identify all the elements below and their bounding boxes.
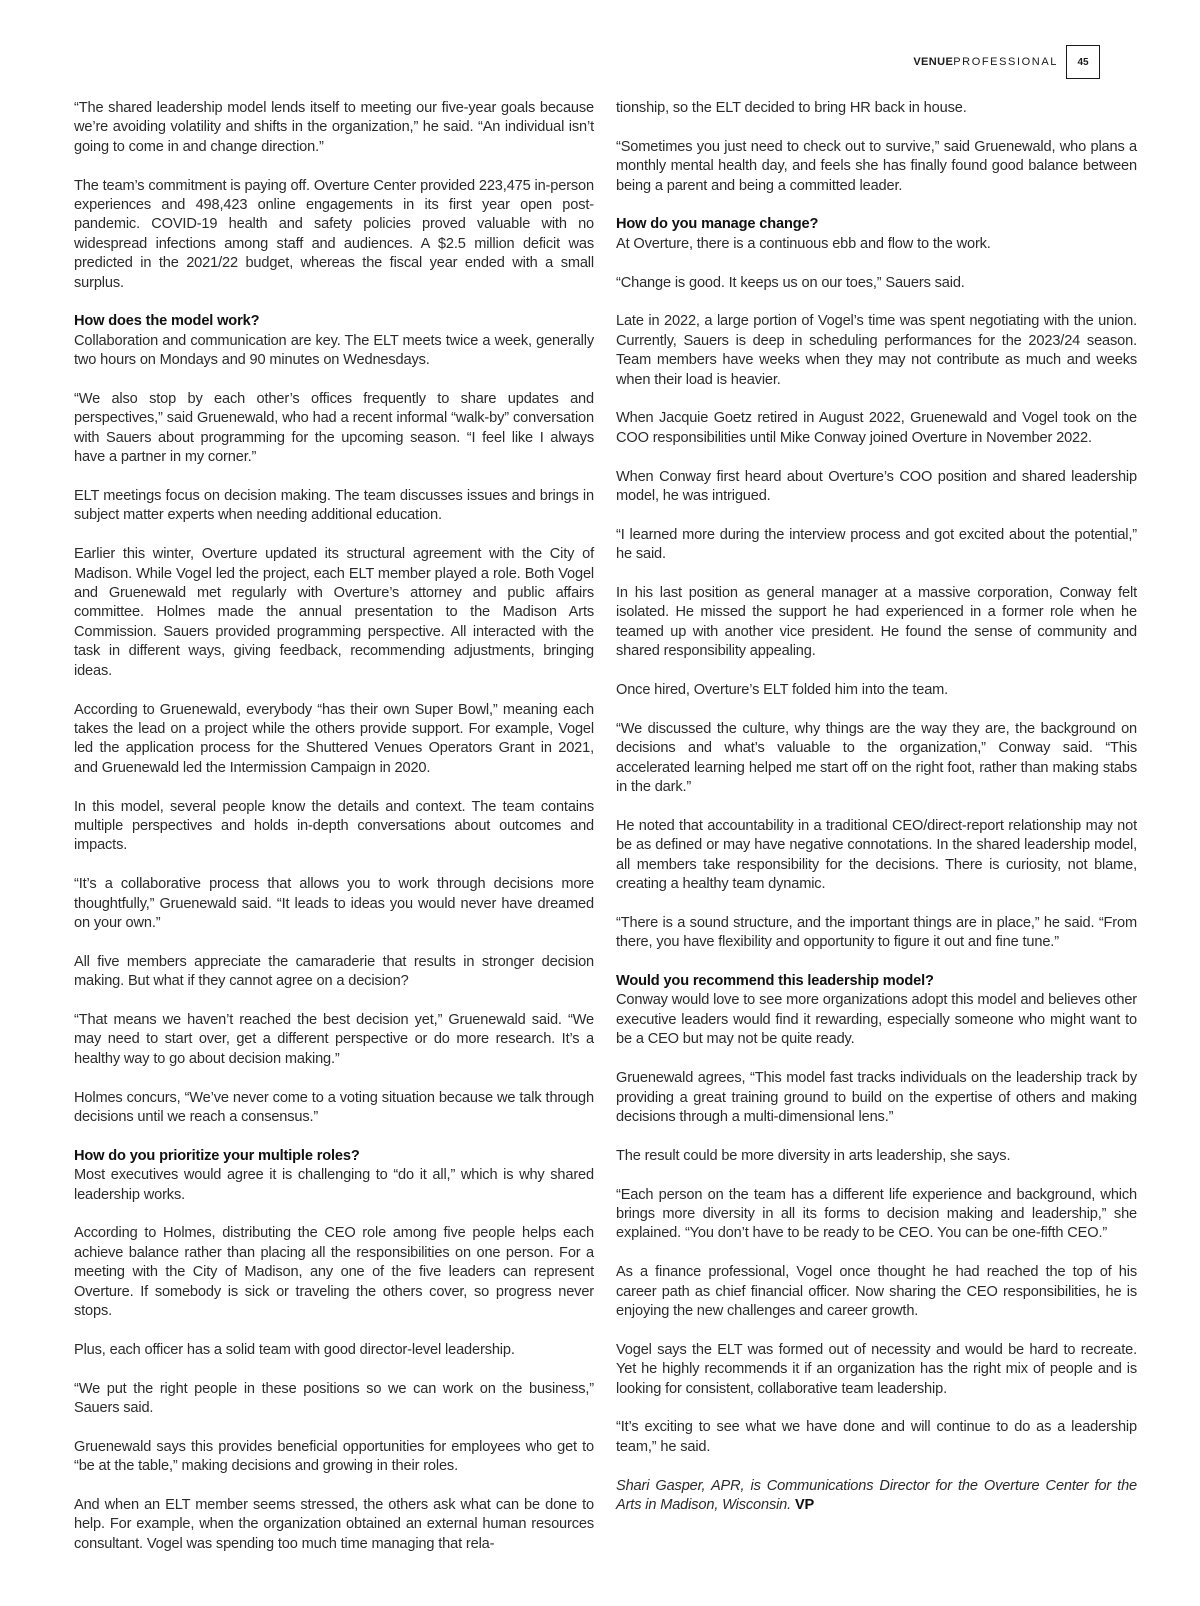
end-mark: VP (794, 1496, 815, 1513)
paragraph: As a finance professional, Vogel once thought he had reached the top of his career path as chief financial officer. Now sharing the CEO responsibilities, he is enjoying the new challenges and career growth. (616, 1264, 1137, 1319)
paragraph: “We put the right people in these positions so we can work on the business,” Sauers said. (74, 1380, 594, 1416)
paragraph: ELT meetings focus on decision making. The team discusses issues and brings in subject matter experts when needing additional education. (74, 488, 594, 524)
paragraph: tionship, so the ELT decided to bring HR back in house. (616, 100, 967, 116)
paragraph: Collaboration and communication are key. The ELT meets twice a week, generally two hours on Mondays and 90 minutes on Wednesdays. (74, 332, 594, 369)
section-heading: How do you prioritize your multiple roles? (74, 1147, 360, 1164)
paragraph: “It’s a collaborative process that allows you to work through decisions more thoughtfully,” Gruenewald said. “It leads to ideas you would never have dreamed on your own.” (74, 876, 594, 931)
paragraph: According to Gruenewald, everybody “has their own Super Bowl,” meaning each takes the lead on a project while the others provide support. For example, Vogel led the application process for the Shuttered Venues Operators Grant in 2021, and Gruenewald led the Intermission Campaign in 2020. (74, 701, 594, 776)
paragraph: Plus, each officer has a solid team with good director-level leadership. (74, 1341, 515, 1358)
page-header (913, 44, 1100, 80)
paragraph: Conway would love to see more organizations adopt this model and believes other executive leaders would find it rewarding, especially someone who might want to be a CEO but may not be quite ready. (616, 992, 1137, 1048)
paragraph: In his last position as general manager at a massive corporation, Conway felt isolated. He missed the support he had experienced in a former role when he teamed up with another vice president. He found the sense of community and shared responsibility appealing. (616, 585, 1137, 660)
paragraph: “Change is good. It keeps us on our toes,” Sauers said. (616, 274, 965, 291)
brand-bold: VENUE (913, 56, 954, 68)
paragraph: He noted that accountability in a traditional CEO/direct-report relationship may not be as defined or may have negative connotations. In the shared leadership model, all members take responsibility for the decisions. There is curiosity, not blame, creating a healthy team dynamic. (616, 817, 1137, 893)
paragraph: “I learned more during the interview process and got excited about the potential,” he said. (616, 526, 1137, 563)
paragraph: In this model, several people know the details and context. The team contains multiple perspectives and holds in-depth conversations about outcomes and impacts. (74, 798, 594, 854)
paragraph: Late in 2022, a large portion of Vogel’s time was spent negotiating with the union. Currently, Sauers is deep in scheduling performances for the 2023/24 season. Team members have weeks when they may not contribute as much and weeks when their load is heavier. (616, 313, 1137, 388)
paragraph: The result could be more diversity in arts leadership, she says. (616, 1147, 1011, 1164)
paragraph: “We also stop by each other’s offices frequently to share updates and perspectives,” said Gruenewald, who had a recent informal “walk-by” conversation with Sauers about programming for the upcoming season. “I feel like I always have a partner in my corner.” (74, 391, 594, 466)
section-heading: Would you recommend this leadership model? (616, 973, 934, 990)
paragraph: “Each person on the team has a different life experience and background, which brings more diversity in all its forms to decision making and leadership,” she explained. “You don’t have to be ready to be CEO. You can be one-fifth CEO.” (616, 1186, 1137, 1242)
paragraph: All five members appreciate the camaraderie that results in stronger decision making. But what if they cannot agree on a decision? (74, 953, 594, 990)
author-byline (616, 1477, 1137, 1516)
section-heading: How do you manage change? (616, 216, 819, 233)
left-column (74, 99, 594, 1574)
page-number: 45 (1066, 45, 1100, 79)
paragraph: Most executives would agree it is challenging to “do it all,” which is why shared leadership works. (74, 1167, 594, 1203)
paragraph: Holmes concurs, “We’ve never come to a voting situation because we talk through decisions until we reach a consensus.” (74, 1089, 594, 1125)
paragraph: Earlier this winter, Overture updated its structural agreement with the City of Madison. While Vogel led the project, each ELT member played a role. Both Vogel and Gruenewald met regularly with Overture’s attorney and public affairs committee. Holmes made the annual presentation to the Madison Arts Commission. Sauers provided programming perspective. All interacted with the task in different ways, giving feedback, recommending adjustments, bringing ideas. (74, 546, 594, 679)
paragraph: When Conway first heard about Overture’s COO position and shared leadership model, he was intrigued. (616, 468, 1137, 505)
brand-light: PROFESSIONAL (953, 56, 1058, 68)
paragraph: “That means we haven’t reached the best decision yet,” Gruenewald said. “We may need to start over, get a different perspective or do more research. It’s a healthy way to go about decision making.” (74, 1011, 594, 1067)
paragraph: When Jacquie Goetz retired in August 2022, Gruenewald and Vogel took on the COO responsibilities until Mike Conway joined Overture in November 2022. (616, 410, 1137, 446)
right-column (616, 99, 1137, 1535)
paragraph: Gruenewald agrees, “This model fast tracks individuals on the leadership track by providing a great training ground to build on the expertise of others and making decisions through a multi-dimensional lens.” (616, 1070, 1137, 1125)
paragraph: And when an ELT member seems stressed, the others ask what can be done to help. For example, when the organization obtained an external human resources consultant. Vogel was spending too much time managing that rela- (74, 1496, 594, 1552)
paragraph: “Sometimes you just need to check out to survive,” said Gruenewald, who plans a monthly mental health day, and feels she has finally found good balance between being a parent and being a committed leader. (616, 138, 1137, 194)
paragraph: At Overture, there is a continuous ebb and flow to the work. (616, 235, 991, 252)
paragraph: Gruenewald says this provides beneficial opportunities for employees who get to “be at the table,” making decisions and growing in their roles. (74, 1438, 594, 1475)
magazine-brand (913, 56, 1058, 68)
paragraph: Vogel says the ELT was formed out of necessity and would be hard to recreate. Yet he highly recommends it if an organization has the right mix of people and is looking for consistent, collaborative team leadership. (616, 1341, 1137, 1397)
paragraph: Once hired, Overture’s ELT folded him into the team. (616, 682, 949, 699)
section-heading: How does the model work? (74, 313, 260, 330)
paragraph: The team’s commitment is paying off. Overture Center provided 223,475 in-person experiences and 498,423 online engagements in its first year open post-pandemic. COVID-19 health and safety policies proved valuable with no widespread infections among staff and audiences. A $2.5 million deficit was predicted in the 2021/22 budget, whereas the fiscal year ended with a small surplus. (74, 177, 594, 291)
paragraph: “It’s exciting to see what we have done and will continue to do as a leadership team,” he said. (616, 1419, 1137, 1455)
paragraph: “We discussed the culture, why things are the way they are, the background on decisions and what’s valuable to the organization,” Conway said. “This accelerated learning helped me start off on the right foot, rather than making stabs in the dark.” (616, 720, 1137, 796)
paragraph: “The shared leadership model lends itself to meeting our five-year goals because we’re avoiding volatility and shifts in the organization,” he said. “An individual isn’t going to come in and change direction.” (74, 100, 594, 155)
paragraph: “There is a sound structure, and the important things are in place,” he said. “From there, you have flexibility and opportunity to figure it out and fine tune.” (616, 914, 1137, 951)
byline-text: Shari Gasper, APR, is Communications Director for the Overture Center for the Arts in Madison, Wisconsin. (616, 1477, 1137, 1513)
paragraph: According to Holmes, distributing the CEO role among five people helps each achieve balance rather than placing all the responsibilities on one person. For a meeting with the City of Madison, any one of the five leaders can represent Overture. If somebody is sick or traveling the others cover, so progress never stops. (74, 1225, 594, 1319)
